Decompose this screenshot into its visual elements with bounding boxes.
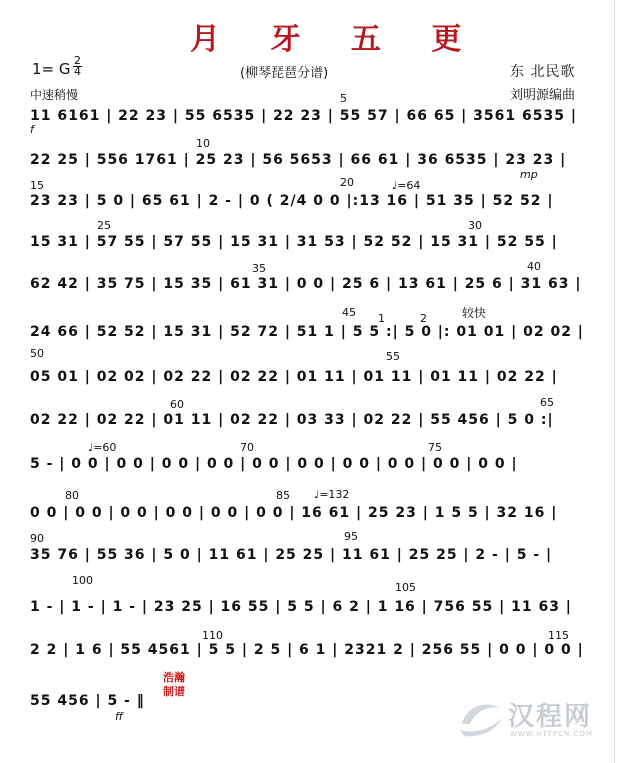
site-watermark: [456, 692, 616, 752]
key-signature: 1= G: [32, 60, 71, 78]
faster-marking: 较快: [462, 306, 487, 320]
watermark-logo-icon: [456, 694, 506, 740]
tempo-change: ♩=60: [88, 441, 117, 454]
score-line: 5 - | 0 0 | 0 0 | 0 0 | 0 0 | 0 0 | 0 0 | 0 0 | 0 0 | 0 0 | 0 0 |: [30, 456, 518, 472]
song-origin: 东 北民歌: [510, 64, 576, 80]
tempo-marking: 中速稍慢: [30, 88, 79, 102]
score-line: 1 - | 1 - | 1 - | 23 25 | 16 55 | 5 5 | 6 2 | 1 16 | 756 55 | 11 63 |: [30, 599, 572, 615]
score-line: 62 42 | 35 75 | 15 35 | 61 31 | 0 0 | 25 6 | 13 61 | 25 6 | 31 63 |: [30, 276, 582, 292]
measure-number: 90: [30, 532, 44, 545]
score-line: 55 456 | 5 - ‖: [30, 693, 145, 709]
measure-number: 115: [548, 629, 569, 642]
time-bottom: 4: [74, 65, 81, 78]
measure-number: 35: [252, 262, 266, 275]
measure-number: 110: [202, 629, 223, 642]
tempo-change: ♩=64: [392, 179, 421, 192]
volta-marking: 2: [420, 312, 427, 325]
score-line: 11 6161 | 22 23 | 55 6535 | 22 23 | 55 57 | 66 65 | 3561 6535 |: [30, 108, 577, 124]
watermark-url: WWW.HTTPCN.COM: [510, 730, 593, 738]
transcriber-stamp: 浩瀚制谱: [163, 671, 185, 698]
measure-number: 95: [344, 530, 358, 543]
measure-number: 105: [395, 581, 416, 594]
score-line: 0 0 | 0 0 | 0 0 | 0 0 | 0 0 | 0 0 | 16 61 | 25 23 | 1 5 5 | 32 16 |: [30, 505, 558, 521]
measure-number: 55: [386, 350, 400, 363]
measure-number: 75: [428, 441, 442, 454]
score-line: 22 25 | 556 1761 | 25 23 | 56 5653 | 66 61 | 36 6535 | 23 23 |: [30, 152, 567, 168]
measure-number: 5: [340, 92, 347, 105]
score-line: 02 22 | 02 22 | 01 11 | 02 22 | 03 33 | 02 22 | 55 456 | 5 0 :|: [30, 412, 554, 428]
measure-number: 25: [97, 219, 111, 232]
score-line: 24 66 | 52 52 | 15 31 | 52 72 | 51 1 | 5 5 :| 5 0 |: 01 01 | 02 02 |: [30, 324, 584, 340]
score-line: 15 31 | 57 55 | 57 55 | 15 31 | 31 53 | 52 52 | 15 31 | 52 55 |: [30, 234, 558, 250]
measure-number: 70: [240, 441, 254, 454]
measure-number: 80: [65, 489, 79, 502]
measure-number: 85: [276, 489, 290, 502]
subtitle: (柳琴琵琶分谱): [240, 66, 329, 81]
measure-number: 65: [540, 396, 554, 409]
measure-number: 40: [527, 260, 541, 273]
measure-number: 30: [468, 219, 482, 232]
measure-number: 100: [72, 574, 93, 587]
measure-number: 20: [340, 176, 354, 189]
dynamic-marking: f: [30, 123, 34, 136]
page-title: 月 牙 五 更: [190, 22, 482, 57]
measure-number: 15: [30, 179, 44, 192]
volta-marking: 1: [378, 312, 385, 325]
score-line: 05 01 | 02 02 | 02 22 | 02 22 | 01 11 | 01 11 | 01 11 | 02 22 |: [30, 369, 558, 385]
right-border: [614, 0, 615, 763]
time-top: 2: [74, 54, 81, 67]
measure-number: 45: [342, 306, 356, 319]
arranger: 刘明源编曲: [510, 88, 576, 103]
watermark-name: 汉程网: [508, 702, 593, 732]
time-signature: [73, 56, 82, 77]
score-line: 35 76 | 55 36 | 5 0 | 11 61 | 25 25 | 11 61 | 25 25 | 2 - | 5 - |: [30, 547, 553, 563]
score-line: 23 23 | 5 0 | 65 61 | 2 - | 0 ( 2/4 0 0 |:13 16 | 51 35 | 52 52 |: [30, 193, 554, 209]
measure-number: 10: [196, 137, 210, 150]
tempo-change: ♩=132: [314, 488, 350, 501]
dynamic-marking: mp: [520, 168, 538, 181]
measure-number: 50: [30, 347, 44, 360]
measure-number: 60: [170, 398, 184, 411]
dynamic-marking: ff: [115, 710, 123, 723]
score-line: 2 2 | 1 6 | 55 4561 | 5 5 | 2 5 | 6 1 | 2321 2 | 256 55 | 0 0 | 0 0 |: [30, 642, 584, 658]
